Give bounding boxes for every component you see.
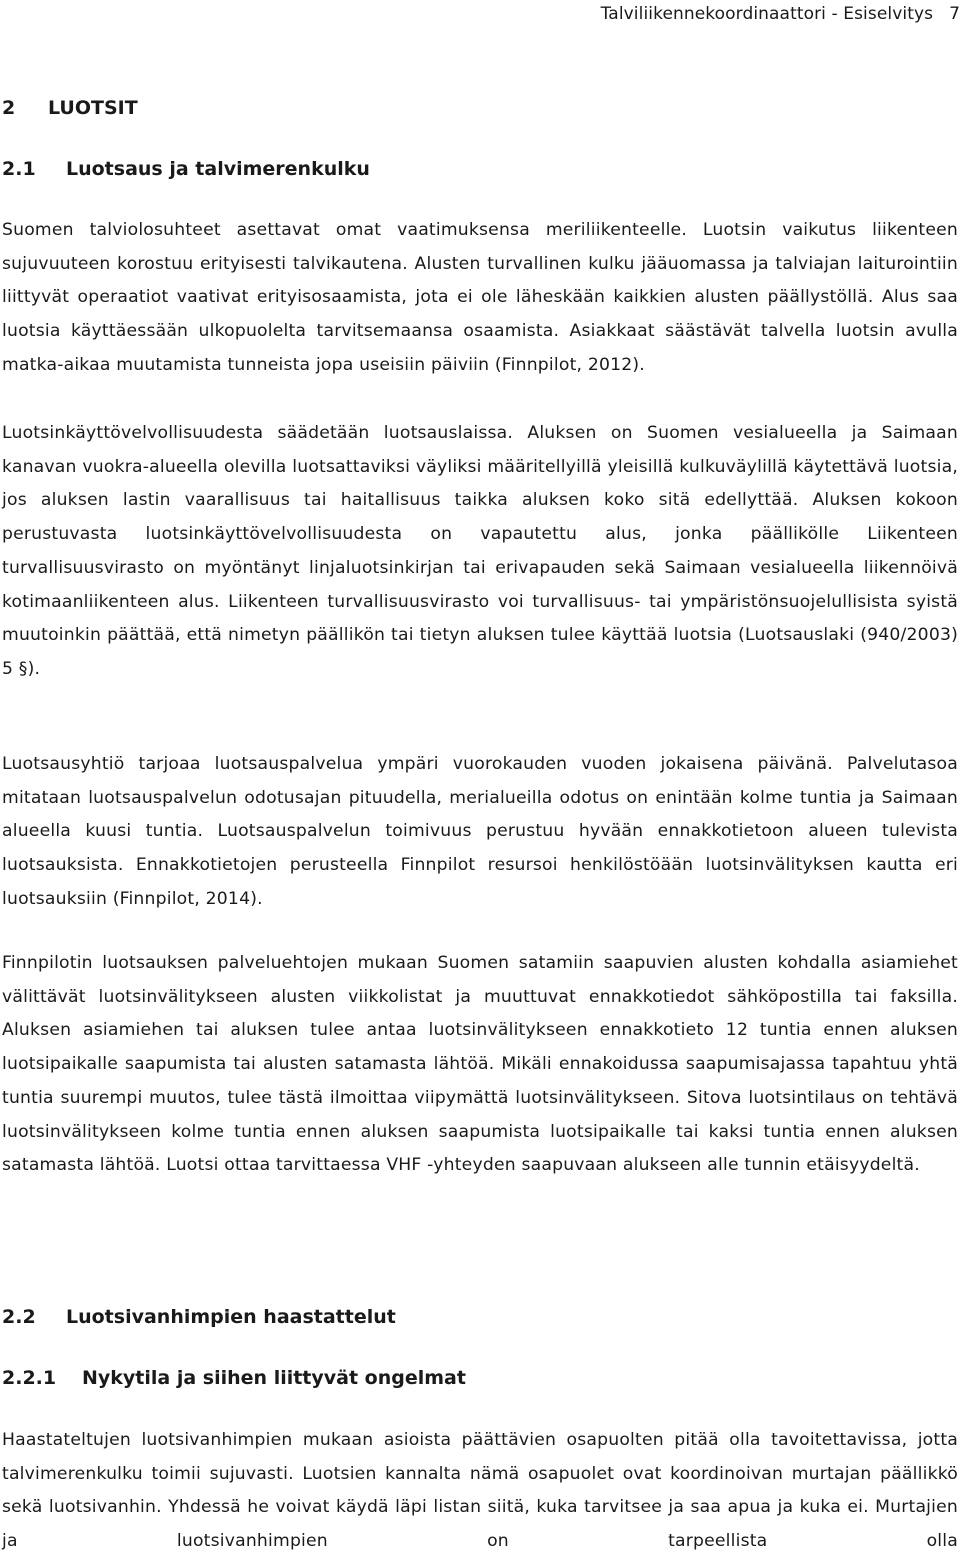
paragraph-3: Luotsausyhtiö tarjoaa luotsauspalvelua ympäri vuorokauden vuoden jokaisena päivänä. Palvelutasoa mitataan luotsauspalvelun odotusajan pituudella, merialueilla odotus on enintään kolme tuntia ja Saimaan alueella kuusi tuntia. Luotsauspalvelun toimivuus perustuu hyvään ennakkotietoon alueen tulevista luotsauksista. Ennakkotietojen perusteella Finnpilot resursoi henkilöstöään luotsinvälityksen kautta eri luotsauksiin (Finnpilot, 2014). xyxy=(2,754,958,909)
running-header xyxy=(601,4,960,24)
paragraph-4: Finnpilotin luotsauksen palveluehtojen mukaan Suomen satamiin saapuvien alusten kohdalla asiamiehet välittävät luotsinvälitykseen alusten viikkolistat ja muuttuvat ennakkotiedot sähköpostilla tai faksilla. Aluksen asiamiehen tai aluksen tulee antaa luotsinvälitykseen ennakkotieto 12 tuntia ennen aluksen luotsipaikalle saapumista tai alusten satamasta lähtöä. Mikäli ennakoidussa saapumisajassa tapahtuu yhtä tuntia suurempi muutos, tulee tästä ilmoittaa viipymättä luotsinvälitykseen. Sitova luotsintilaus on tehtävä luotsinvälitykseen kolme tuntia ennen aluksen saapumista luotsipaikalle tai kaksi tuntia ennen aluksen satamasta lähtöä. Luotsi ottaa tarvittaessa VHF -yhteyden saapuvaan alukseen alle tunnin etäisyydeltä. xyxy=(2,953,958,1176)
paragraph-2: Luotsinkäyttövelvollisuudesta säädetään luotsauslaissa. Aluksen on Suomen vesialueella ja Saimaan kanavan vuokra-alueella olevilla luotsattaviksi väyliksi määritellyillä yleisillä kulkuväylillä käytettävä luotsia, jos aluksen lastin vaarallisuus tai haitallisuus taikka aluksen koko sitä edellyttää. Aluksen kokoon perustuvasta luotsinkäyttövelvollisuudesta on vapautettu alus, jonka päällikölle Liikenteen turvallisuusvirasto on myöntänyt linjaluotsinkirjan tai erivapauden sekä Saimaan vesialueella liikennöivä kotimaanliikenteen alus. Liikenteen turvallisuusvirasto voi turvallisuus- tai ympäristönsuojelullisista syistä muutoinkin päättää, että nimetyn päällikön tai tietyn aluksen tulee käyttää luotsia (Luotsauslaki (940/2003) 5 §). xyxy=(2,423,958,679)
heading-number: 2.1 xyxy=(2,158,36,180)
paragraph-5: Haastateltujen luotsivanhimpien mukaan asioista päättävien osapuolten pitää olla tavoitettavissa, jotta talvimerenkulku toimii sujuvasti. Luotsien kannalta nämä osapuolet ovat koordinoivan murtajan päällikkö sekä luotsivanhin. Yhdessä he voivat käydä läpi listan siitä, kuka tarvitsee ja saa apua ja kuka ei. Murtajien ja luotsivanhimpien on tarpeellista olla xyxy=(2,1430,958,1552)
heading-title: Luotsivanhimpien haastattelut xyxy=(66,1306,396,1328)
heading-chapter xyxy=(2,97,138,119)
page-number: 7 xyxy=(949,4,960,24)
header-title: Talviliikennekoordinaattori - Esiselvitys xyxy=(600,4,934,24)
heading-title: Nykytila ja siihen liittyvät ongelmat xyxy=(82,1367,466,1389)
heading-title: LUOTSIT xyxy=(48,97,138,119)
heading-number: 2.2.1 xyxy=(2,1367,57,1389)
heading-number: 2 xyxy=(2,97,16,119)
heading-section-2-2 xyxy=(2,1306,396,1328)
heading-section-2-1 xyxy=(2,158,370,180)
heading-number: 2.2 xyxy=(2,1306,36,1328)
heading-subsection-2-2-1 xyxy=(2,1367,466,1389)
paragraph-1: Suomen talviolosuhteet asettavat omat vaatimuksensa meriliikenteelle. Luotsin vaikutus liikenteen sujuvuuteen korostuu erityisesti talvikautena. Alusten turvallinen kulku jääuomassa ja talviajan laiturointiin liittyvät operaatiot vaativat erityisosaamista, jota ei ole läheskään kaikkien alusten päällystöllä. Alus saa luotsia käyttäessään ulkopuolelta tarvitsemaansa osaamista. Asiakkaat säästävät talvella luotsin avulla matka-aikaa muutamista tunneista jopa useisiin päiviin (Finnpilot, 2012). xyxy=(2,220,958,375)
heading-title: Luotsaus ja talvimerenkulku xyxy=(66,158,370,180)
